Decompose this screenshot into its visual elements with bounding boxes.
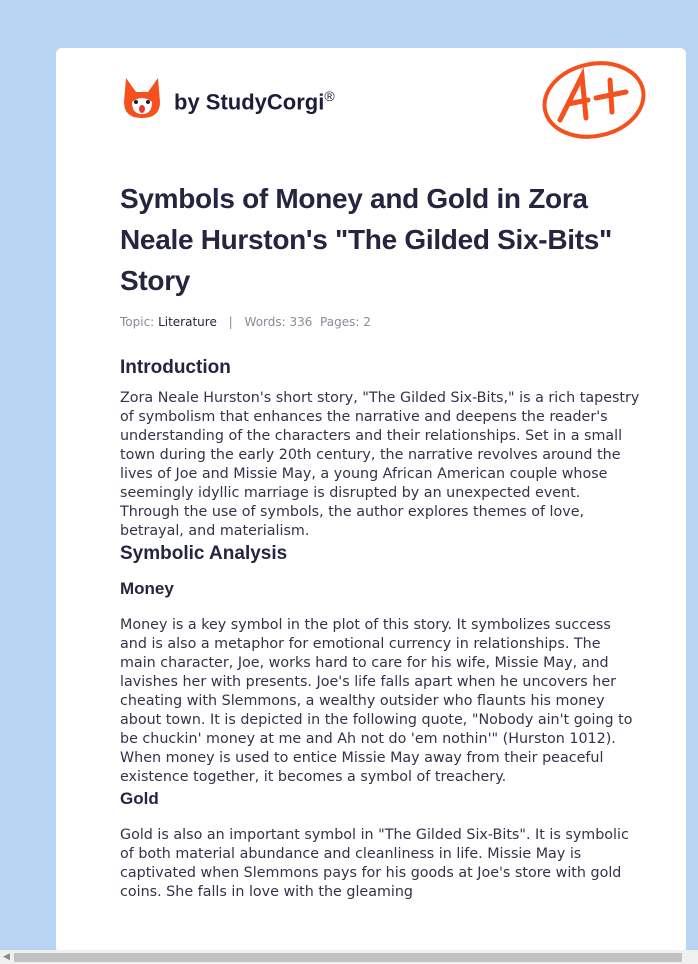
scroll-left-arrow-icon[interactable]: ◀ bbox=[3, 952, 10, 962]
scrollbar-thumb[interactable] bbox=[14, 953, 682, 962]
corgi-icon bbox=[122, 76, 162, 120]
analysis-heading: Symbolic Analysis bbox=[120, 543, 288, 564]
meta-separator: | bbox=[228, 315, 233, 329]
a-plus-badge-icon bbox=[538, 58, 650, 142]
intro-paragraph: Zora Neale Hurston's short story, "The Gilded Six-Bits," is a rich tapestry of symbolism that enhances the narrative and deepens the reader's understanding of the characters and their relationships. Set in a small town during the early 20th century, the narrative revolves around the lives of Joe and Missie May, a young African American couple whose seemingly idyllic marriage is disrupted by an unexpected event. Through the use of symbols, the author explores themes of love, betrayal, and materialism. bbox=[120, 390, 640, 539]
horizontal-scrollbar[interactable] bbox=[0, 950, 698, 964]
money-paragraph: Money is a key symbol in the plot of this story. It symbolizes success and is also a metaphor for emotional currency in relationships. The main character, Joe, works hard to care for his wife, Missie May, and lavishes her with presents. Joe's life falls apart when he uncovers her cheating with Slemmons, a wealthy outsider who flaunts his money about town. It is depicted in the following quote, "Nobody ain't going to be chuckin' money at me and Ah not do 'em nothin'" (Hurston 1012). When money is used to entice Missie May away from their peaceful existence together, it becomes a symbol of treachery. bbox=[120, 617, 633, 785]
topic-label: Topic: bbox=[120, 315, 155, 329]
article-meta bbox=[120, 315, 640, 329]
gold-paragraph: Gold is also an important symbol in "The Gilded Six-Bits". It is symbolic of both material abundance and cleanliness in life. Missie May is captivated when Slemmons pays for his goods at Joe's store with gold coins. She falls in love with the gleaming bbox=[120, 827, 629, 900]
gold-heading: Gold bbox=[120, 789, 159, 808]
page-title: Symbols of Money and Gold in Zora Neale Hurston's "The Gilded Six-Bits" Story bbox=[120, 183, 612, 296]
article-card bbox=[56, 48, 686, 953]
money-heading: Money bbox=[120, 579, 174, 598]
article-content bbox=[120, 178, 640, 902]
studycorgi-logo[interactable] bbox=[122, 76, 335, 120]
registered-mark: ® bbox=[324, 88, 335, 105]
word-count: Words: 336 bbox=[244, 315, 313, 329]
page-count: Pages: 2 bbox=[320, 315, 371, 329]
brand-name bbox=[174, 88, 335, 115]
brand-text: by StudyCorgi bbox=[174, 89, 325, 115]
topic-link[interactable]: Literature bbox=[158, 315, 217, 329]
intro-heading: Introduction bbox=[120, 357, 231, 378]
